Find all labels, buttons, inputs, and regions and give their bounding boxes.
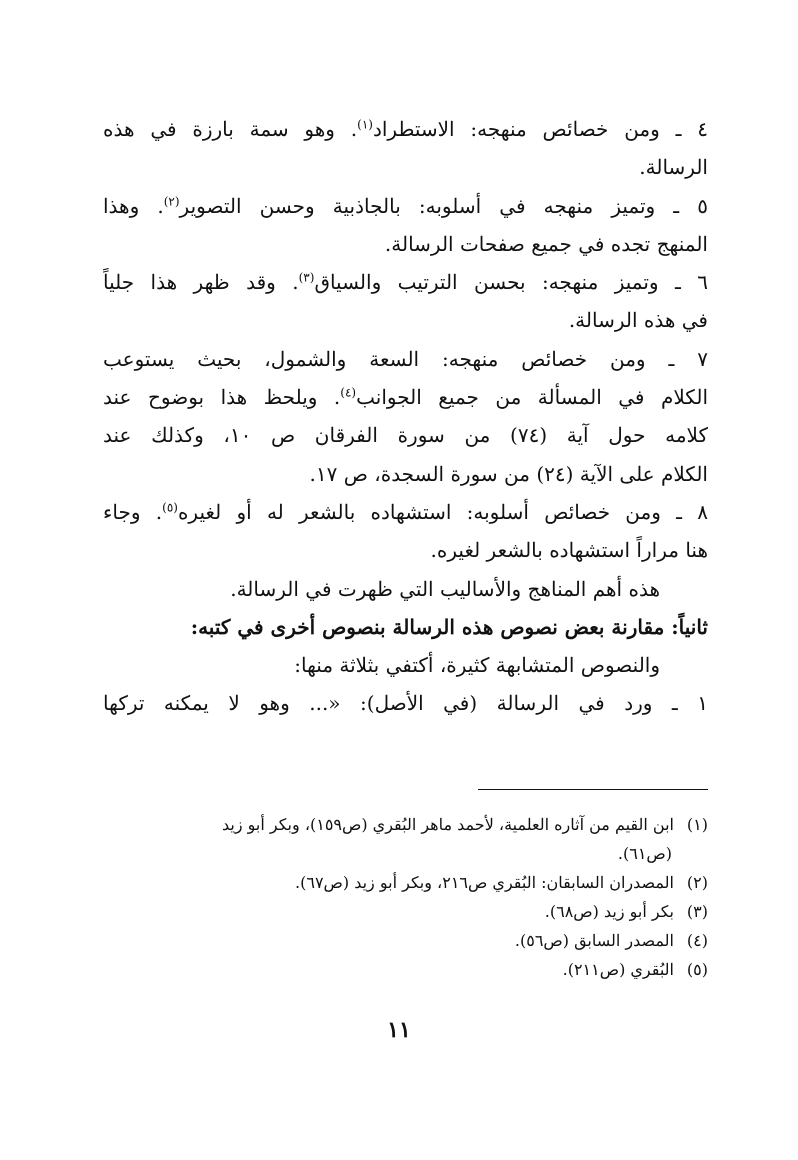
footnote-line [103,810,708,839]
footnote [103,810,708,868]
text-line [103,263,708,301]
text-run: . وجاء [103,499,163,524]
footnote-separator [478,789,708,790]
text-run: ٦ ـ وتميز منهجه: بحسن الترتيب والسياق [314,270,708,295]
footnote-ref: (٤) [340,385,357,400]
footnote-number: (١) [686,815,708,834]
text-line: كلامه حول آية (٧٤) من سورة الفرقان ص ١٠، وكذلك عند [103,423,708,448]
text-line: ١ ـ ورد في الرسالة (في الأصل): «... وهو لا يمكنه تركها [103,691,708,716]
text-line: المنهج تجده في جميع صفحات الرسالة. [384,231,708,256]
footnote [103,868,708,897]
footnote-line [103,897,708,926]
footnote-number: (٥) [686,960,708,979]
footnote-continuation: (ص٦١). [617,844,672,863]
footnote-number: (٤) [686,931,708,950]
footnote-number: (٢) [686,873,708,892]
text-run: . وهذا [103,193,164,218]
text-run: ٨ ـ ومن خصائص أسلوبه: استشهاده بالشعر له أو لغيره [177,499,708,524]
text-run: . وقد ظهر هذا جلياً [103,270,299,295]
footnote-ref: (٣) [298,270,315,285]
text-line: ٧ ـ ومن خصائص منهجه: السعة والشمول، بحيث يستوعب [103,346,708,371]
footnote-ref: (٢) [163,193,180,208]
text-line [103,378,708,416]
text-line [103,187,708,225]
footnote [103,897,708,926]
text-run: ٥ ـ وتميز منهجه في أسلوبه: بالجاذبية وحسن التصوير [179,193,708,218]
text-line: هنا مراراً استشهاده بالشعر لغيره. [430,538,708,563]
text-line: في هذه الرسالة. [568,308,708,333]
footnote [103,926,708,955]
text-run: الكلام في المسألة من جميع الجوانب [356,385,708,410]
text-run: ٤ ـ ومن خصائص منهجه: الاستطراد [372,117,708,141]
text-line [103,110,708,148]
footnote-text: ابن القيم من آثاره العلمية، لأحمد ماهر البُقري (ص١٥٩)، وبكر أبو زيد [221,815,674,834]
footnote-text: بكر أبو زيد (ص٦٨). [544,902,674,921]
footnote-line [103,955,708,984]
footnote-text: المصدر السابق (ص٥٦). [514,931,674,950]
text-line: الكلام على الآية (٢٤) من سورة السجدة، ص ١٧. [309,461,708,486]
footnote-text: البُقري (ص٢١١). [562,960,674,979]
footnote [103,955,708,984]
footnotes [103,810,708,984]
text-line: الرسالة. [639,155,708,180]
footnote-text: المصدران السابقان: البُقري ص٢١٦، وبكر أبو زيد (ص٦٧). [295,873,674,892]
main-text [103,110,708,723]
footnote-line [103,868,708,897]
text-run: . وهو سمة بارزة في هذه [103,117,358,141]
text-line: والنصوص المتشابهة كثيرة، أكتفي بثلاثة منها: [294,653,660,678]
footnote-ref: (٥) [162,500,178,515]
page-number: ١١ [387,1017,411,1043]
footnote-ref: (١) [357,117,373,132]
text-line [103,493,708,531]
footnote-number: (٣) [686,902,708,921]
footnote-line [103,926,708,955]
section-heading: ثانياً: مقارنة بعض نصوص هذه الرسالة بنصوص أخرى في كتبه: [190,614,708,639]
text-run: . ويلحظ هذا بوضوح عند [103,385,341,410]
text-line: هذه أهم المناهج والأساليب التي ظهرت في الرسالة. [230,576,660,601]
